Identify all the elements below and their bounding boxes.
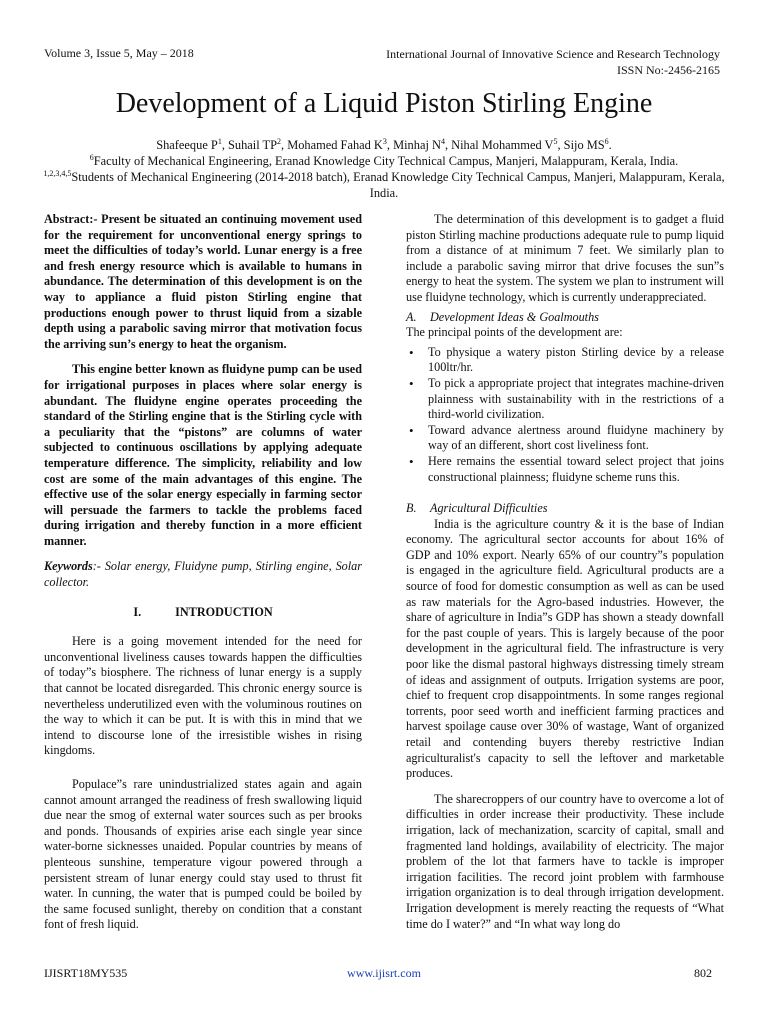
paper-code: IJISRT18MY535 (44, 966, 128, 980)
right-column (406, 212, 724, 932)
section-heading-introduction: I. INTRODUCTION (133, 604, 273, 619)
affiliation-faculty: $^6$Faculty of Mechanical Engineering, Eranad Knowledge City Technical Campus, Manjeri, Malappuram, Kerala, India. (89, 152, 679, 168)
affiliation-students: $^{1,2,3,4,5}$Students of Mechanical Engineering (2014-2018 batch), Eranad Knowledge City Technical Campus, Manjeri, Malappuram, Kerala, India. (43, 168, 725, 200)
author: Suhail $TP^2$ (228, 136, 282, 152)
list-item: • Here remains the essential toward select project that joins constructional plainness; fluidyne scheme runs this. (406, 454, 724, 485)
journal-website-link[interactable]: www.ijisrt.com (347, 966, 421, 980)
subsection-a-intro: The principal points of the development are: (406, 325, 623, 340)
author-list: Shafeeque $P^1$, Suhail $TP^2$, Mohamed Fahad $K^3$, Minhaj $N^4$, Nihal Mohammed $V^5$, Sijo $MS^6$. (156, 136, 612, 152)
keywords: Keywords:- Solar energy, Fluidyne pump, Stirling engine, Solar collector. (44, 559, 362, 590)
page-number: 802 (694, 966, 712, 980)
journal-name: International Journal of Innovative Science and Research Technology (386, 47, 720, 61)
list-item: • To pick a appropriate project that integrates machine-driven plainness with sustainability with in the restrictions of a third-world civilization. (406, 376, 724, 423)
issn: ISSN No:-2456-2165 (616, 63, 720, 77)
abstract-continued: This engine better known as fluidyne pump can be used for irrigational purposes in places where solar energy is abundant. The fluidyne engine operates proceeding the standard of the Stirling engine that is the Stirling cycle with a peculiarity that the “pistons” are columns of water subjected to continuous oscillations by applying adequate temperature difference. The simplicity, reliability and low cost are some of the main advantages of this engine. The effective use of the solar energy especially in farming sector will persuade the farmers to tackle the problems faced during irrigation and thereby function in a more efficient manner. (44, 362, 362, 548)
author-block (40, 137, 728, 201)
list-item: • To physique a watery piston Stirling device by a release 100ltr/hr. (406, 345, 724, 376)
abstract: Abstract:- Present be situated an continuing movement used for the requirement for unconventional energy springs to meet the difficulties of today’s world. Lunar energy is a free and fresh energy resource which is available to humans in abundance. The determination of this development is on the way to appliance a fluid piston Stirling engine that productions enough power to thrust liquid from a sizable depth using a parabolic saving mirror that motivation focus the arriving sun’s energy to heat the organism. (44, 212, 362, 351)
author: Shafeeque $P^1$ (156, 136, 222, 152)
intro-paragraph-1: Here is a going movement intended for the need for unconventional liveliness causes towards happen the difficulties of today”s biosphere. The richness of lunar energy is a supply that cannot be located disregarded. This chronic energy source is nevertheless underutilized even with the voluminous routines on the way to which it can be put. It is with this in mind that we intend to discourse lone of the irresistible wishes in rising kingdoms. (44, 634, 362, 758)
subsection-heading-a: A. Development Ideas & Goalmouths (406, 309, 599, 324)
subsection-heading-b: B. Agricultural Difficulties (406, 501, 548, 516)
goals-list (406, 345, 724, 485)
journal-header (386, 46, 720, 78)
author: Nihal Mohammed $V^5$ (451, 136, 558, 152)
intro-paragraph-2: Populace”s rare unindustrialized states again and again cannot amount arranged the readiness of fresh swallowing liquid due near the smog of external water sources such as per brooks and ponds. Thousands of expiries arise each single year since water-borne sicknesses unaided. Popular countries by means of plenteous sunshine, temperature vigour powered through a persistent stream of lunar energy could stay used to thrust fit water. In cunning, the water that is pumped could be boiled by the same focused sunlight, thereby on condition that a constant font of fresh liquid. (44, 777, 362, 932)
subsection-b-paragraph-2: The sharecroppers of our country have to overcome a lot of difficulties in order increase their productivity. These include irrigation, lack of mechanization, scarcity of capital, small and fragmented land holdings, availability of electricity. The major problem of the lot that farmers have to tackle is improper irrigation facilities. The record joint problem with farmhouse irrigation organization is to deal through irrigation development. Irrigation development is merely reacting the requests of “What time do I water?” and “In what way long do (406, 791, 724, 931)
subsection-b-paragraph-1: India is the agriculture country & it is the base of Indian economy. The agricultural sector accounts for about 16% of GDP and 10% export. Nearly 65% of our country”s population is engaged in the agriculture field. Agricultural products are a source of food for domestic consumption as well as can be used as raw materials for the Agro-based industries. However, the share of agriculture in India”s GDP has shown a steady downfall for the past couple of years. This is largely because of the poor development in the agricultural field. The infrastructure is very poor like the dismal pastoral highways distressing timely stream of ideas and assignment of outputs. Irrigation systems are poor, chief to frequent crop disappointments. In some ranges regional torrents, poor seed worth and inefficient farming practices and harvest spoilage cause over 30% of wastage, Want of organized retail and contending buyers thereby restrictive Indian agriculturalist's capacity to sell the leftover and marketable produces. (406, 516, 724, 781)
left-column (44, 212, 362, 933)
paper-title: Development of a Liquid Piston Stirling Engine (115, 88, 653, 119)
volume-issue: Volume 3, Issue 5, May – 2018 (44, 46, 194, 60)
author: Minhaj $N^4$ (393, 136, 445, 152)
right-paragraph-1: The determination of this development is to gadget a fluid piston Stirling machine productions adequate rule to pump liquid from a distance of at minimum 7 feet. We similarly plan to include a parabolic saving mirror that drive focuses the sun”s energy to heat the system. The system we plan to instrument will use fluidyne technology, which is currently underappreciated. (406, 212, 724, 304)
author: Mohamed Fahad $K^3$ (287, 136, 387, 152)
author: Sijo $MS^6$ (563, 136, 609, 152)
list-item: • Toward advance alertness around fluidyne machinery by way of an different, short cost liveliness font. (406, 423, 724, 454)
